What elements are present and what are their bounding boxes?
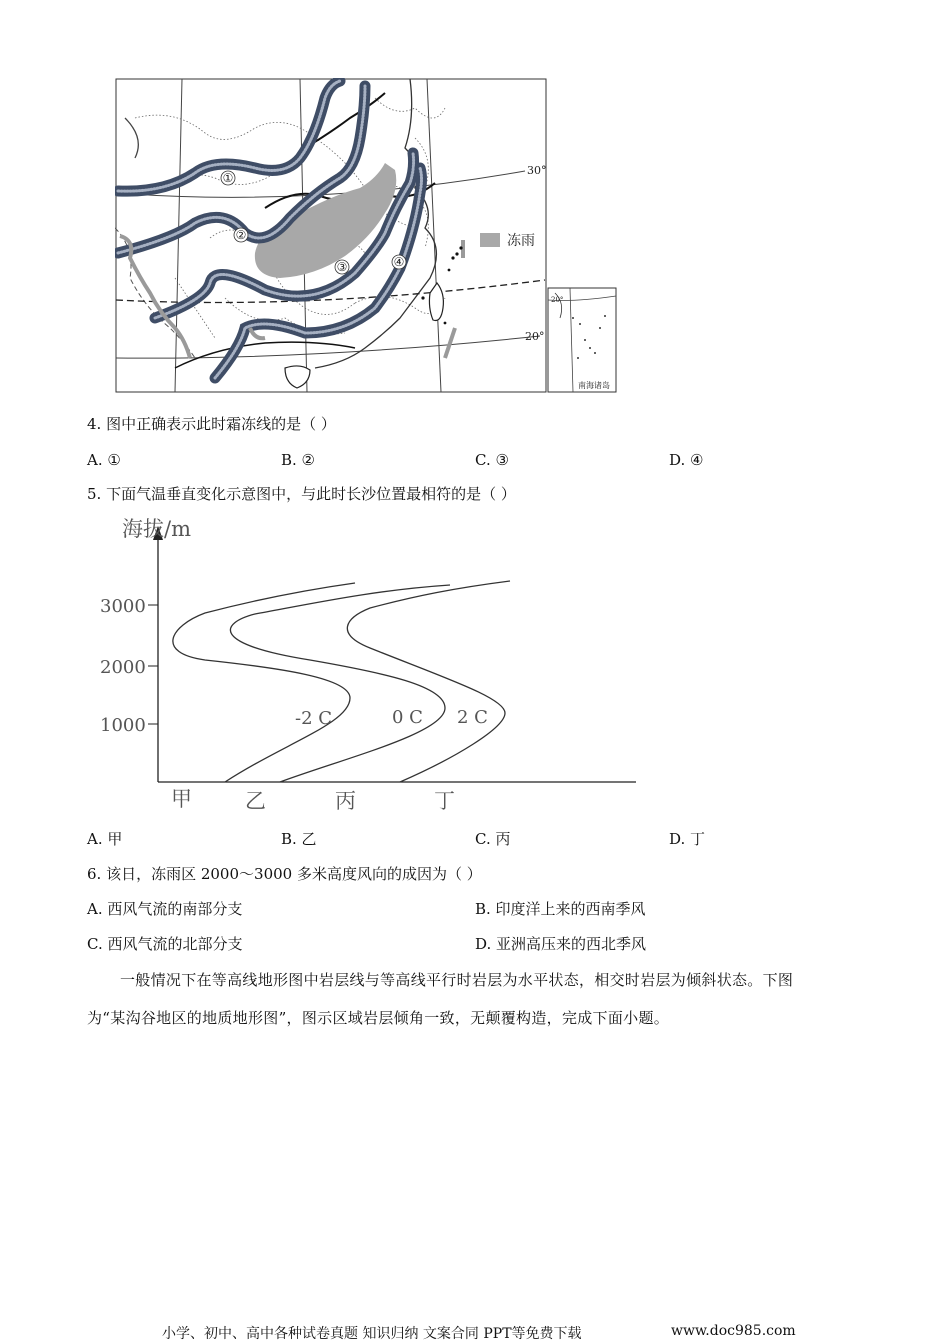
y-tick-label-2000: 2000 — [100, 657, 146, 678]
q4-stem: 4. 图中正确表示此时霜冻线的是（ ） — [87, 415, 336, 433]
y-tick-label-1000: 1000 — [100, 715, 146, 736]
q4-option-b[interactable]: B. ② — [281, 451, 316, 469]
china-map — [115, 78, 620, 394]
q6-option-a[interactable]: A. 西风气流的南部分支 — [87, 900, 243, 918]
q5-option-a[interactable]: A. 甲 — [87, 830, 123, 848]
q6-option-c[interactable]: C. 西风气流的北部分支 — [87, 935, 243, 953]
marker-2: ② — [235, 228, 247, 242]
passage-line-2: 为“某沟谷地区的地质地形图”，图示区域岩层倾角一致，无颠覆构造，完成下面小题。 — [87, 1009, 670, 1027]
isotherm-0 — [230, 585, 450, 782]
q5-option-d[interactable]: D. 丁 — [669, 830, 706, 848]
map-figure — [115, 78, 620, 394]
q6-stem: 6. 该日，冻雨区 2000～3000 多米高度风向的成因为（ ） — [87, 865, 482, 883]
x-label-yi: 乙 — [245, 789, 266, 813]
q5-stem: 5. 下面气温垂直变化示意图中，与此时长沙位置最相符的是（ ） — [87, 485, 516, 503]
q5-option-b[interactable]: B. 乙 — [281, 830, 317, 848]
x-label-bing: 丙 — [335, 789, 356, 813]
lat-label-30: 30° — [527, 164, 547, 177]
y-axis-label: 海拔/m — [122, 517, 191, 541]
isotherm-label-0: 0 C — [392, 707, 423, 728]
inset-lat-label: 20° — [551, 296, 564, 304]
isotherm-label-2: 2 C — [457, 707, 488, 728]
marker-1: ① — [222, 171, 234, 185]
legend-label: 冻雨 — [507, 233, 535, 249]
temperature-chart-svg — [95, 508, 645, 818]
isotherm-2 — [347, 581, 510, 782]
q4-option-a[interactable]: A. ① — [87, 451, 121, 469]
temperature-chart — [95, 508, 645, 818]
q6-option-d[interactable]: D. 亚洲高压来的西北季风 — [475, 935, 647, 953]
footer-text: 小学、初中、高中各种试卷真题 知识归纳 文案合同 PPT等免费下载 — [162, 1326, 582, 1342]
x-label-ding: 丁 — [434, 789, 455, 813]
q4-option-d[interactable]: D. ④ — [669, 451, 704, 469]
legend-swatch — [480, 233, 500, 247]
q6-option-b[interactable]: B. 印度洋上来的西南季风 — [475, 900, 646, 918]
q5-option-c[interactable]: C. 丙 — [475, 830, 511, 848]
marker-3: ③ — [336, 260, 348, 274]
passage-line-1: 一般情况下在等高线地形图中岩层线与等高线平行时岩层为水平状态，相交时岩层为倾斜状态。下图 — [120, 971, 794, 989]
footer-link[interactable]: www.doc985.com — [671, 1323, 796, 1339]
x-label-jia: 甲 — [171, 787, 192, 811]
marker-4: ④ — [393, 255, 405, 269]
q4-option-c[interactable]: C. ③ — [475, 451, 509, 469]
isotherm-label-minus2: -2 C — [295, 708, 333, 729]
lat-label-20: 20° — [525, 330, 545, 343]
inset-label: 南海诸岛 — [578, 381, 610, 390]
y-tick-label-3000: 3000 — [100, 596, 146, 617]
